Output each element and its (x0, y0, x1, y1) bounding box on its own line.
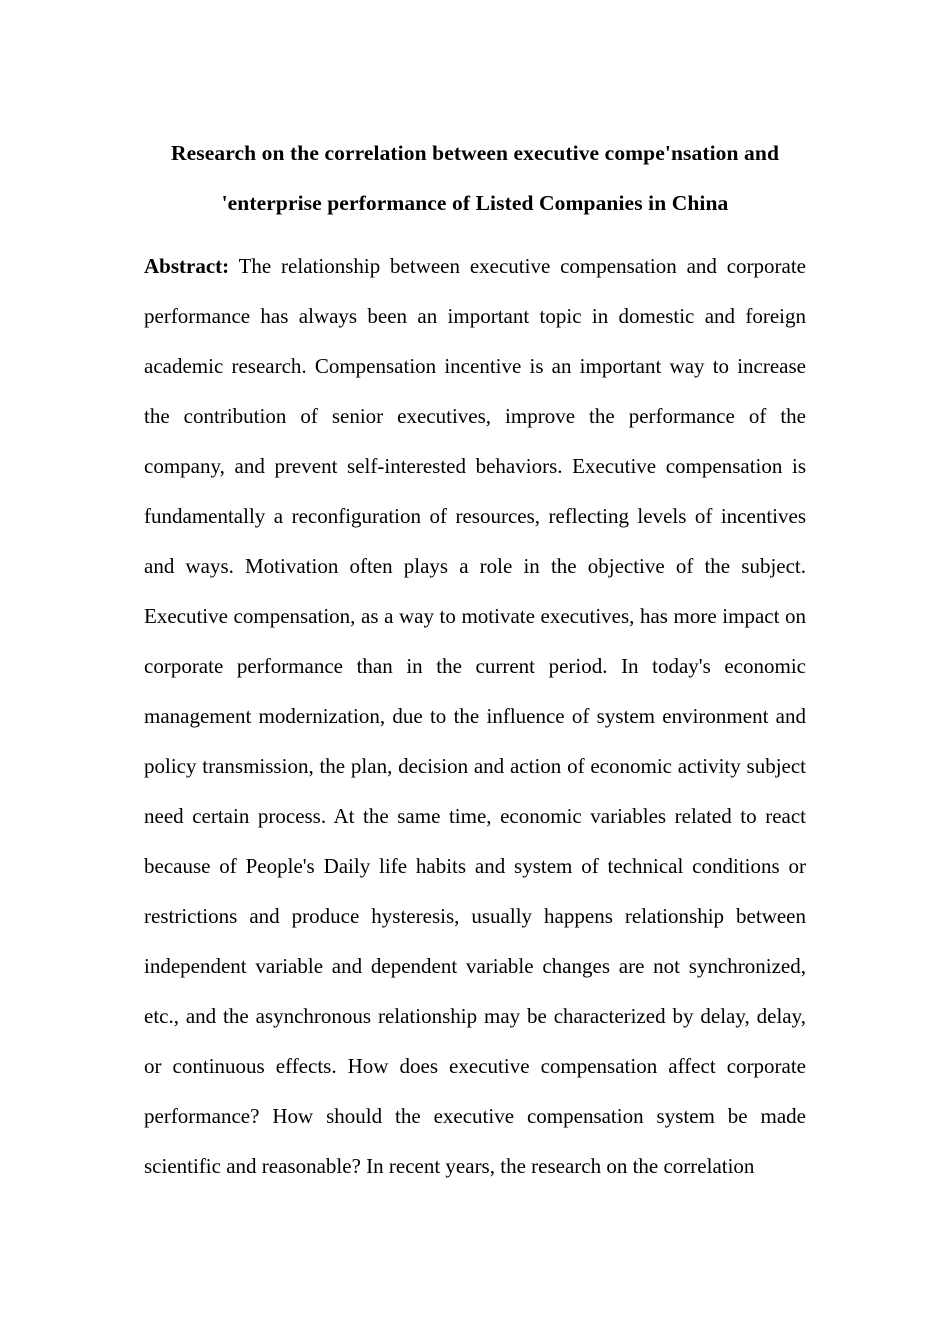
abstract-label: Abstract: (144, 254, 230, 278)
document-content-column (144, 0, 806, 1191)
title-line-2: 'enterprise performance of Listed Companies in China (221, 191, 729, 215)
abstract-paragraph (144, 241, 806, 1191)
title-line-1: Research on the correlation between executive compe'nsation and (170, 141, 780, 165)
page-title (144, 0, 806, 228)
abstract-body-text: The relationship between executive compensation and corporate performance has always been an important topic in domestic and foreign academic research. Compensation incentive is an important way to increase the contribution of senior executives, improve the performance of the company, and prevent self-interested behaviors. Executive compensation is fundamentally a reconfiguration of resources, reflecting levels of incentives and ways. Motivation often plays a role in the objective of the subject. Executive compensation, as a way to motivate executives, has more impact on corporate performance than in the current period. In today's economic management modernization, due to the influence of system environment and policy transmission, the plan, decision and action of economic activity subject need certain process. At the same time, economic variables related to react because of People's Daily life habits and system of technical conditions or restrictions and produce hysteresis, usually happens relationship between independent variable and dependent variable changes are not synchronized, etc., and the asynchronous relationship may be characterized by delay, delay, or continuous effects. How does executive compensation affect corporate performance? How should the executive compensation system be made scientific and reasonable? In recent years, the research on the correlation (144, 254, 806, 1178)
